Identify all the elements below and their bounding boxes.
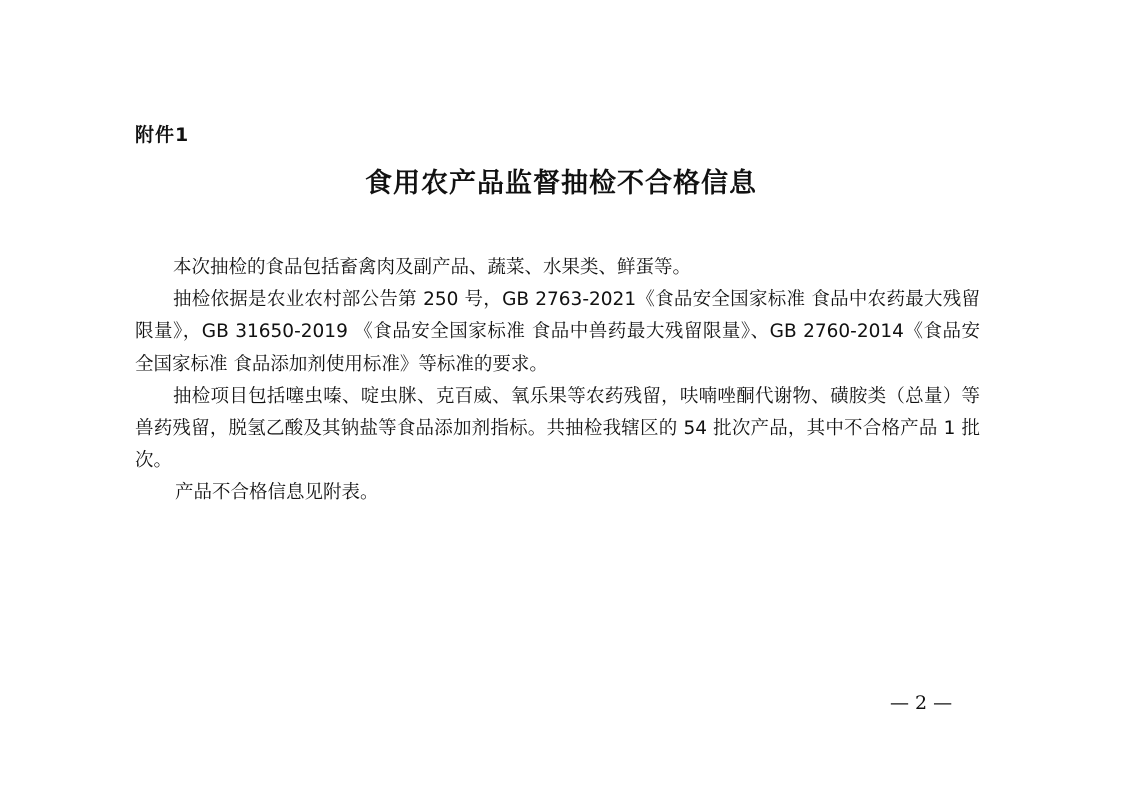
paragraph-scope: 本次抽检的食品包括畜禽肉及副产品、蔬菜、水果类、鲜蛋等。 bbox=[173, 257, 692, 278]
paragraph-basis: 抽检依据是农业农村部公告第 250 号，GB 2763-2021《食品安全国家标准 食品中农药最大残留限量》，GB 31650-2019 《食品安全国家标准 食品中兽药最大残留限量》、GB 2760-2014《食品安全国家标准 食品添加剂使用标准》等标准的要求。 bbox=[135, 289, 980, 375]
document-title: 食用农产品监督抽检不合格信息 bbox=[365, 168, 757, 199]
attachment-label: 附件1 bbox=[135, 124, 190, 146]
page-number: — 2 — bbox=[890, 692, 953, 714]
paragraph-note: 产品不合格信息见附表。 bbox=[175, 482, 379, 504]
paragraph-items: 抽检项目包括噻虫嗪、啶虫脒、克百威、氧乐果等农药残留，呋喃唑酮代谢物、磺胺类（总量）等兽药残留，脱氢乙酸及其钠盐等食品添加剂指标。共抽检我辖区的 54 批次产品，其中不合格产品 1 批次。 bbox=[135, 385, 980, 472]
document-body bbox=[135, 252, 980, 510]
